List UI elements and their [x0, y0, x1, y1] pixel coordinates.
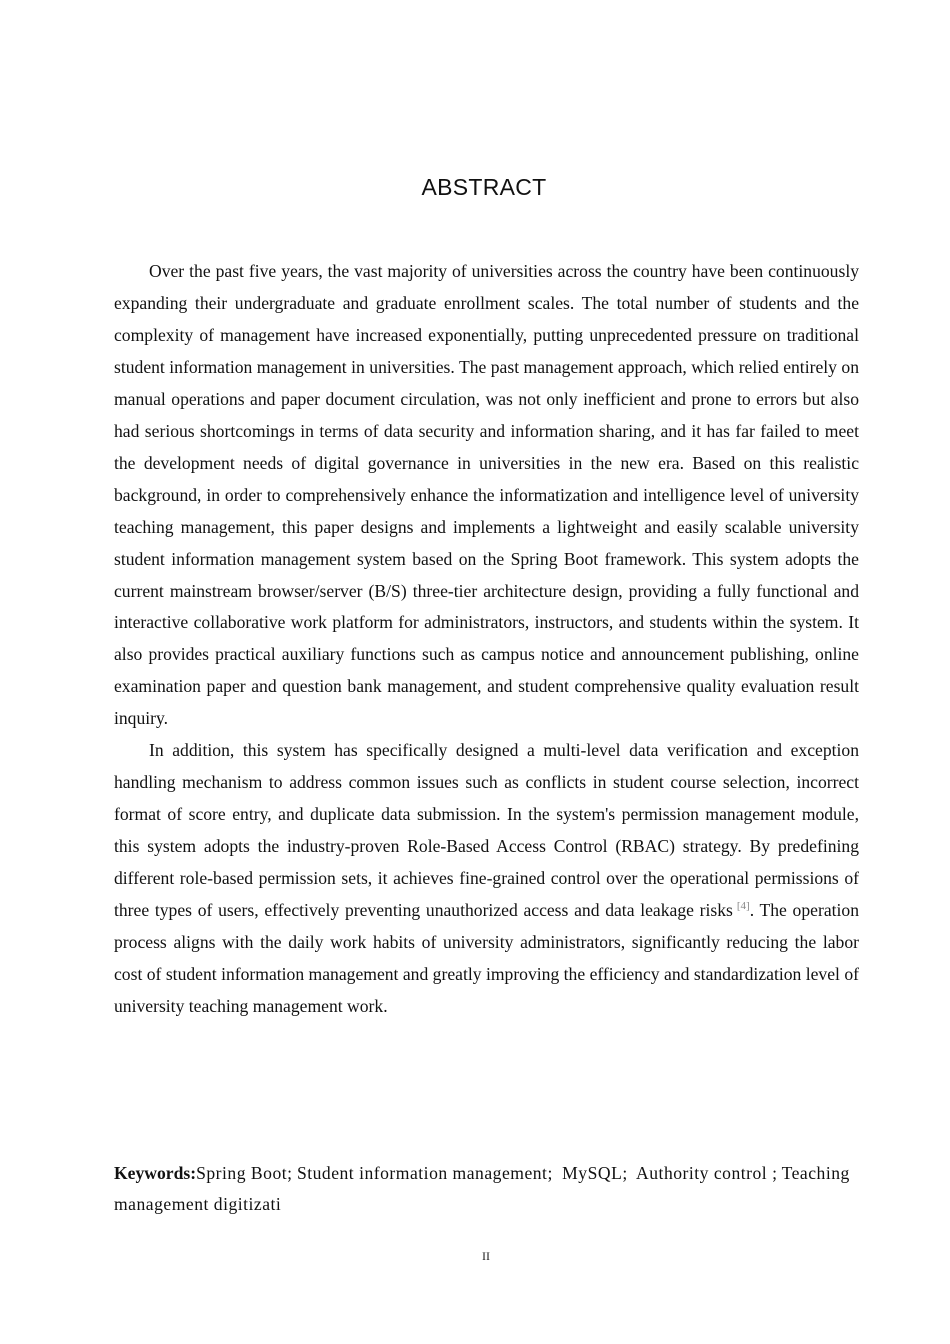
keyword-item: MySQL — [562, 1163, 623, 1183]
keyword-item: Student information management — [296, 1163, 548, 1183]
page-number: II — [482, 1249, 490, 1263]
keyword-separator: ; — [772, 1163, 777, 1183]
keyword-item: Authority control — [636, 1163, 768, 1183]
keyword-item: Spring Boot — [196, 1163, 288, 1183]
keywords-section — [114, 1158, 859, 1220]
paragraph-2-text: In addition, this system has specifically designed a multi-level data verification and exception handling mechanism to address common issues such as conflicts in student course selection, incorrect format of score entry, and duplicate data submission. In the system's permission management module, this system adopts the industry-proven Role-Based Access Control (RBAC) strategy. By predefining different role-based permission sets, it achieves fine-grained control over the operational permissions of three types of users, effectively preventing unauthorized access and data leakage risks — [114, 740, 859, 921]
abstract-body — [114, 256, 859, 1023]
keyword-separator: ; — [622, 1163, 628, 1183]
keywords-label: Keywords: — [114, 1163, 197, 1183]
citation-reference: [4] — [736, 900, 750, 913]
keyword-separator: ; — [547, 1163, 553, 1183]
abstract-paragraph-2 — [114, 735, 859, 1023]
abstract-paragraph-1: Over the past five years, the vast majority of universities across the country have been continuously expanding their undergraduate and graduate enrollment scales. The total number of students and the complexity of management have increased exponentially, putting unprecedented pressure on traditional student information management in universities. The past management approach, which relied entirely on manual operations and paper document circulation, was not only inefficient and prone to errors but also had serious shortcomings in terms of data security and information sharing, and it has far failed to meet the development needs of digital governance in universities in the new era. Based on this realistic background, in order to comprehensively enhance the informatization and intelligence level of university teaching management, this paper designs and implements a lightweight and easily scalable university student information management system based on the Spring Boot framework. This system adopts the current mainstream browser/server (B/S) three-tier architecture design, providing a fully functional and interactive collaborative work platform for administrators, instructors, and students within the system. It also provides practical auxiliary functions such as campus notice and announcement publishing, online examination paper and question bank management, and student comprehensive quality evaluation result inquiry. — [114, 261, 859, 729]
keyword-separator: ; — [287, 1163, 293, 1183]
paragraph-2-text-continued: . The operation process aligns with the daily work habits of university administrators, significantly reducing the labor cost of student information management and greatly improving the efficiency and standardization level of university teaching management work. — [114, 900, 859, 1016]
page-title: ABSTRACT — [421, 174, 547, 200]
keyword-item: Teaching management digitizati — [114, 1163, 850, 1214]
